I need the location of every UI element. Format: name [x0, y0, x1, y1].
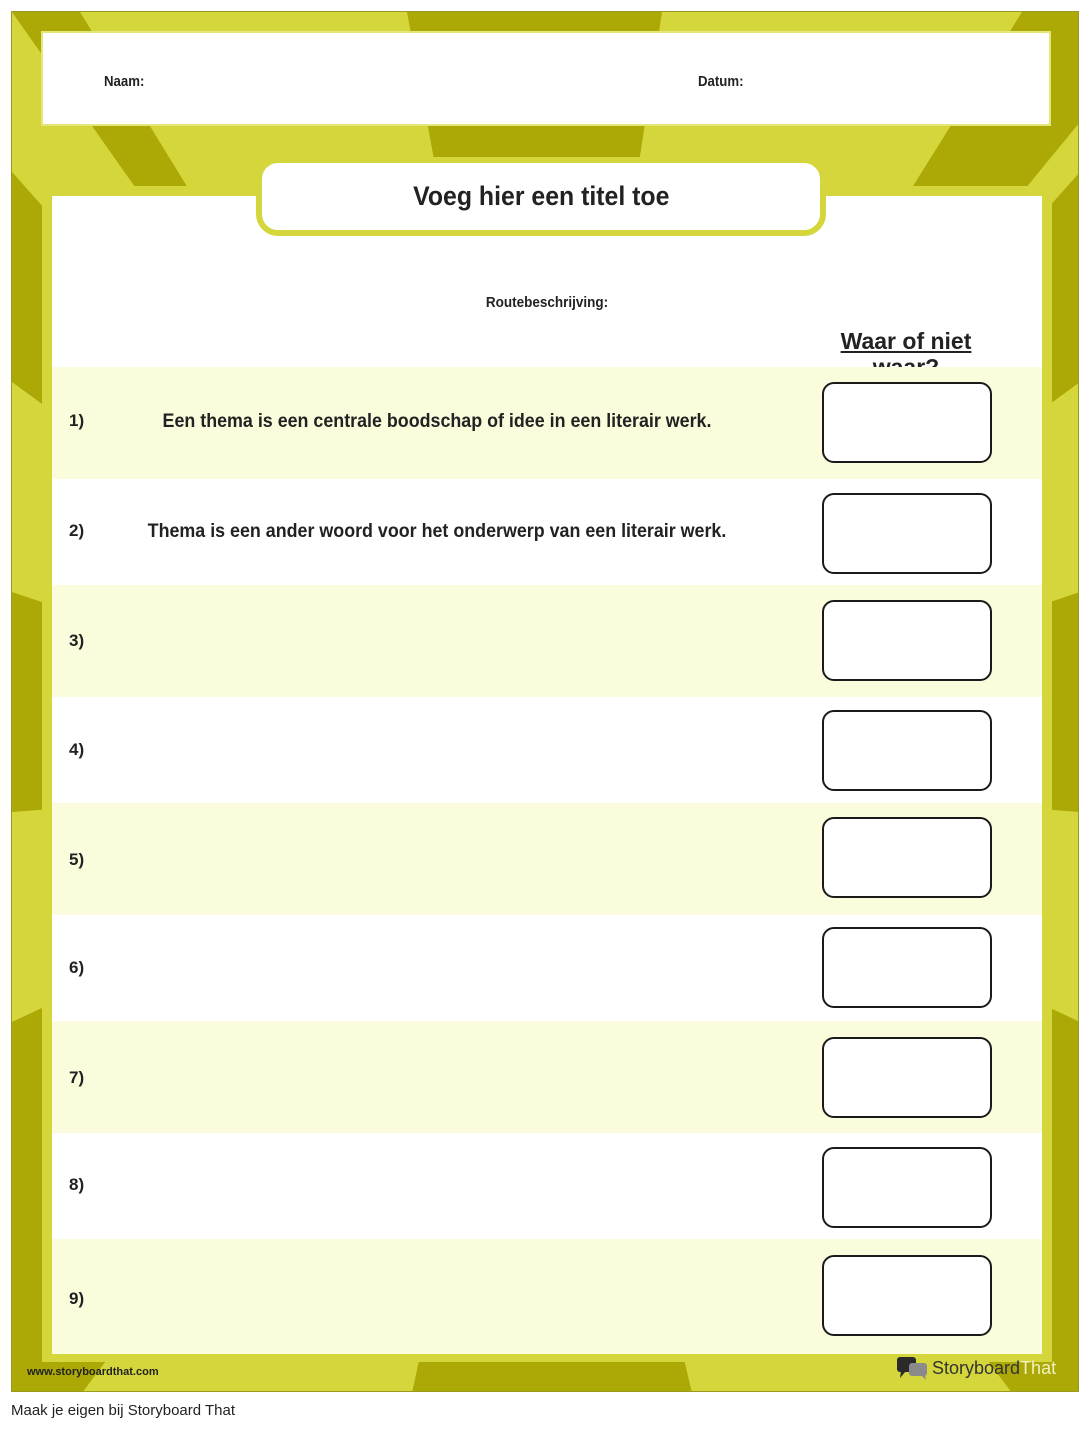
answer-box[interactable]: [822, 493, 992, 574]
table-row: [52, 585, 1042, 697]
table-row: [52, 1021, 1042, 1133]
row-number: 3): [69, 631, 85, 650]
answer-box[interactable]: [822, 600, 992, 681]
footer-url: www.storyboardthat.com: [27, 1366, 159, 1378]
row-number: 4): [69, 740, 85, 759]
table-row: [52, 697, 1042, 803]
answer-box[interactable]: [822, 1147, 992, 1228]
worksheet-panel: [52, 196, 1042, 1354]
answer-box[interactable]: [822, 817, 992, 898]
statement: Een thema is een centrale boodschap of idee in een literair werk.: [162, 411, 712, 432]
table-row: [52, 367, 1042, 479]
row-number: 9): [69, 1289, 85, 1308]
answer-box[interactable]: [822, 710, 992, 791]
worksheet-title: Voeg hier een titel toe: [412, 181, 670, 211]
table-row: [52, 1133, 1042, 1239]
storyboardthat-logo: [896, 1355, 1056, 1381]
answer-box[interactable]: [822, 382, 992, 463]
row-number: 1): [69, 411, 85, 430]
table-row: [52, 803, 1042, 915]
answer-box[interactable]: [822, 927, 992, 1008]
answer-box[interactable]: [822, 1255, 992, 1336]
row-number: 2): [69, 521, 85, 540]
header-box: [41, 31, 1051, 126]
row-number: 7): [69, 1068, 85, 1087]
page-caption: Maak je eigen bij Storyboard That: [11, 1402, 236, 1419]
row-number: 5): [69, 850, 85, 869]
logo-word-that: That: [1020, 1357, 1057, 1378]
speech-bubbles-icon: [896, 1355, 928, 1381]
date-label: Datum:: [698, 73, 744, 90]
statement: Thema is een ander woord voor het onderwerp van een literair werk.: [147, 521, 727, 542]
row-number: 6): [69, 958, 85, 977]
table-row: [52, 915, 1042, 1021]
table-row: [52, 1239, 1042, 1354]
directions-label: Routebeschrijving:: [485, 294, 609, 311]
table-row: [52, 479, 1042, 585]
title-box[interactable]: [256, 157, 826, 236]
row-number: 8): [69, 1175, 85, 1194]
logo-word-storyboard: Storyboard: [932, 1357, 1021, 1378]
worksheet: [11, 11, 1079, 1392]
true-false-column-header: Waar of niet: [840, 328, 972, 354]
name-label: Naam:: [104, 73, 145, 90]
answer-box[interactable]: [822, 1037, 992, 1118]
